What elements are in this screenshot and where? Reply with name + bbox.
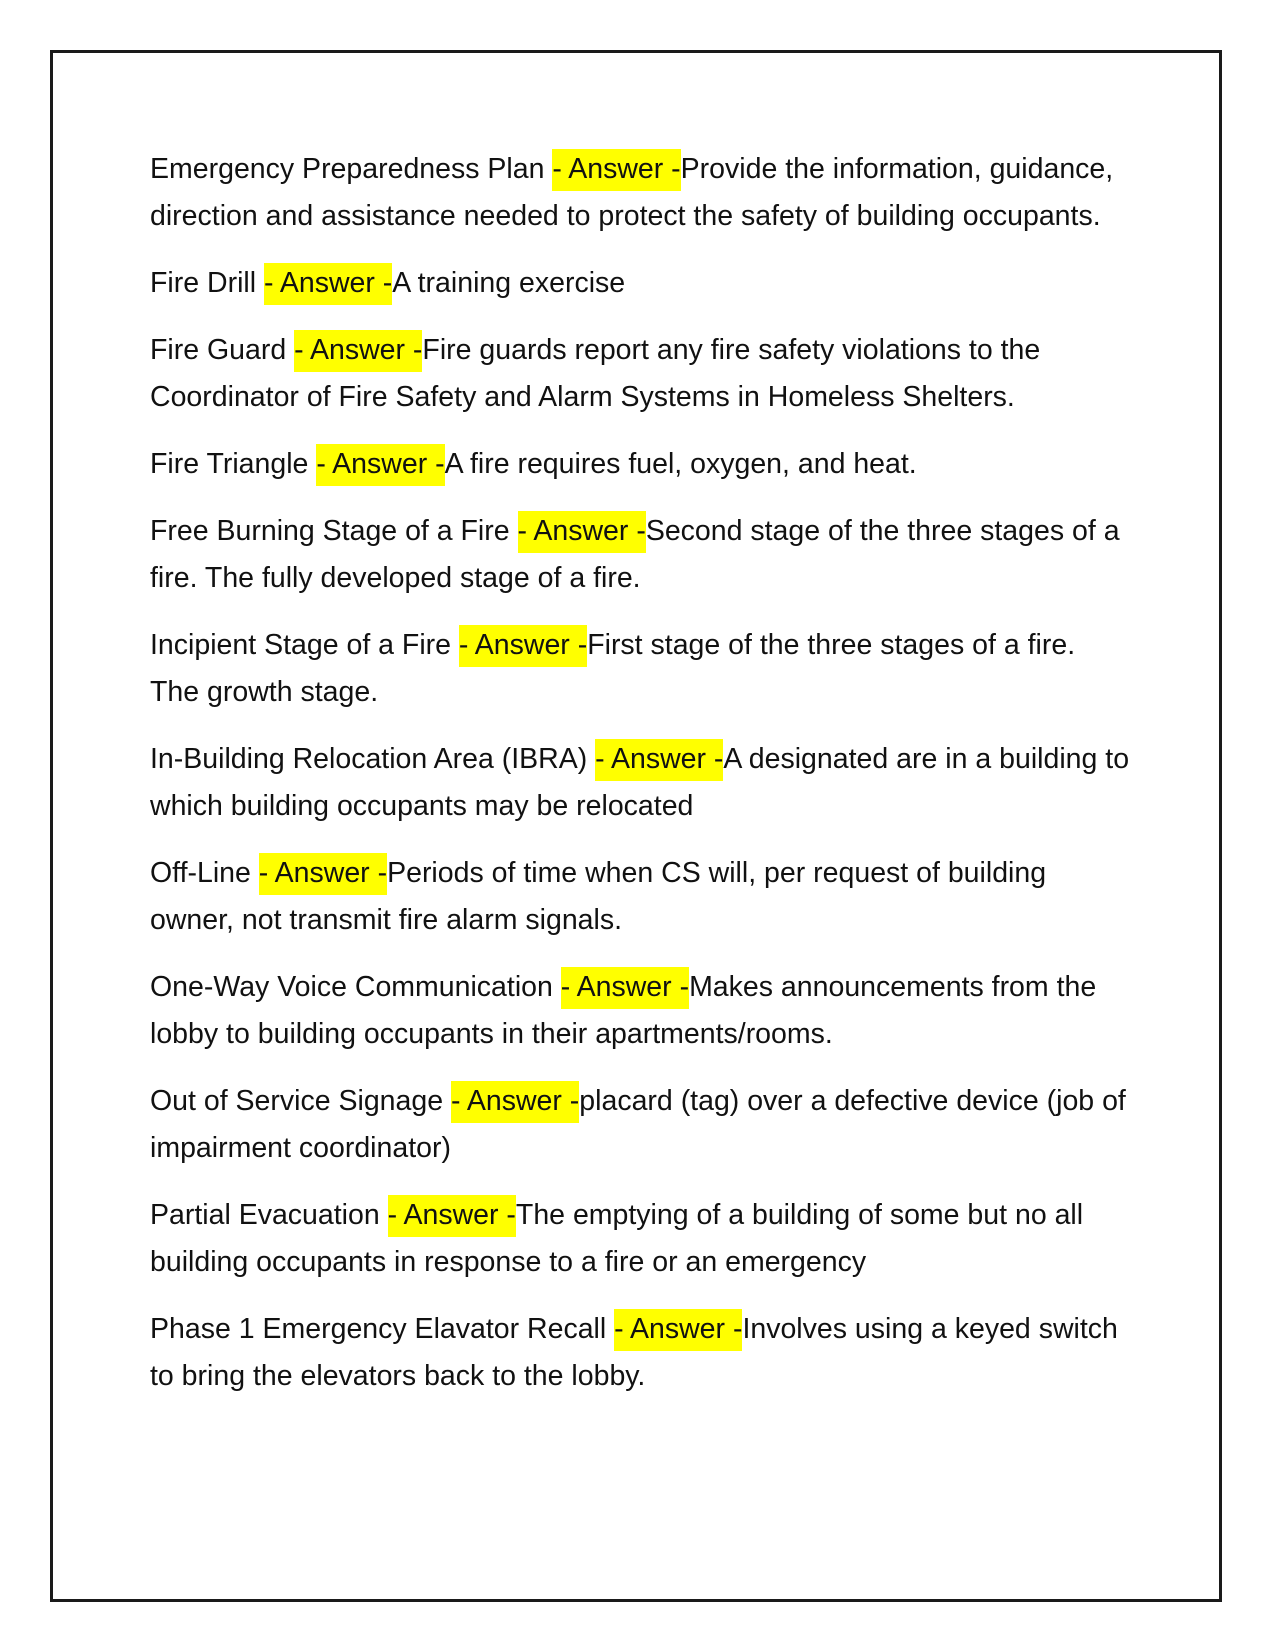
qa-entry xyxy=(150,508,1130,602)
qa-entry xyxy=(150,260,1130,307)
answer-marker: - Answer - xyxy=(388,1195,516,1237)
qa-entry xyxy=(150,736,1130,830)
entry-definition: A designated are in a building to which building occupants may be relocated xyxy=(150,743,1130,822)
qa-entry xyxy=(150,146,1130,240)
qa-entry xyxy=(150,327,1130,421)
entry-definition: Periods of time when CS will, per request of building owner, not transmit fire alarm signals. xyxy=(150,857,1047,936)
entry-term: Fire Guard xyxy=(150,334,295,366)
qa-entry xyxy=(150,850,1130,944)
entry-term: Out of Service Signage xyxy=(150,1085,452,1117)
answer-marker: - Answer - xyxy=(518,511,646,553)
entry-term: In-Building Relocation Area (IBRA) xyxy=(150,743,596,775)
answer-marker: - Answer - xyxy=(459,625,587,667)
qa-entry xyxy=(150,1306,1130,1400)
entry-term: Phase 1 Emergency Elavator Recall xyxy=(150,1313,615,1345)
answer-marker: - Answer - xyxy=(561,967,689,1009)
entry-definition: First stage of the three stages of a fire. The growth stage. xyxy=(150,629,1076,708)
entry-definition: Involves using a keyed switch to bring the elevators back to the lobby. xyxy=(150,1313,1118,1392)
answer-marker: - Answer - xyxy=(595,739,723,781)
answer-marker: - Answer - xyxy=(294,330,422,372)
entry-definition: Fire guards report any fire safety violations to the Coordinator of Fire Safety and Alarm Systems in Homeless Shelters. xyxy=(150,334,1041,413)
entry-definition: placard (tag) over a defective device (job of impairment coordinator) xyxy=(150,1085,1126,1164)
entry-definition: Makes announcements from the lobby to building occupants in their apartments/rooms. xyxy=(150,971,1097,1050)
answer-marker: - Answer - xyxy=(316,444,444,486)
entry-definition: A fire requires fuel, oxygen, and heat. xyxy=(444,448,917,480)
entry-definition: A training exercise xyxy=(392,267,626,299)
answer-marker: - Answer - xyxy=(451,1081,579,1123)
qa-entry xyxy=(150,964,1130,1058)
entry-term: Incipient Stage of a Fire xyxy=(150,629,459,661)
qa-list xyxy=(150,146,1130,1420)
qa-entry xyxy=(150,622,1130,716)
entry-term: Fire Drill xyxy=(150,267,264,299)
answer-marker: - Answer - xyxy=(552,149,680,191)
entry-term: Free Burning Stage of a Fire xyxy=(150,515,518,547)
qa-entry xyxy=(150,1192,1130,1286)
qa-entry xyxy=(150,441,1130,488)
qa-entry xyxy=(150,1078,1130,1172)
entry-definition: Second stage of the three stages of a fire. The fully developed stage of a fire. xyxy=(150,515,1120,594)
entry-term: Off-Line xyxy=(150,857,259,889)
answer-marker: - Answer - xyxy=(259,853,387,895)
entry-term: Emergency Preparedness Plan xyxy=(150,153,553,185)
answer-marker: - Answer - xyxy=(264,263,392,305)
entry-term: Partial Evacuation xyxy=(150,1199,388,1231)
entry-term: One-Way Voice Communication xyxy=(150,971,561,1003)
entry-definition: Provide the information, guidance, direction and assistance needed to protect the safety of building occupants. xyxy=(150,153,1114,232)
entry-definition: The emptying of a building of some but no all building occupants in response to a fire or an emergency xyxy=(150,1199,1084,1278)
entry-term: Fire Triangle xyxy=(150,448,317,480)
answer-marker: - Answer - xyxy=(614,1309,742,1351)
